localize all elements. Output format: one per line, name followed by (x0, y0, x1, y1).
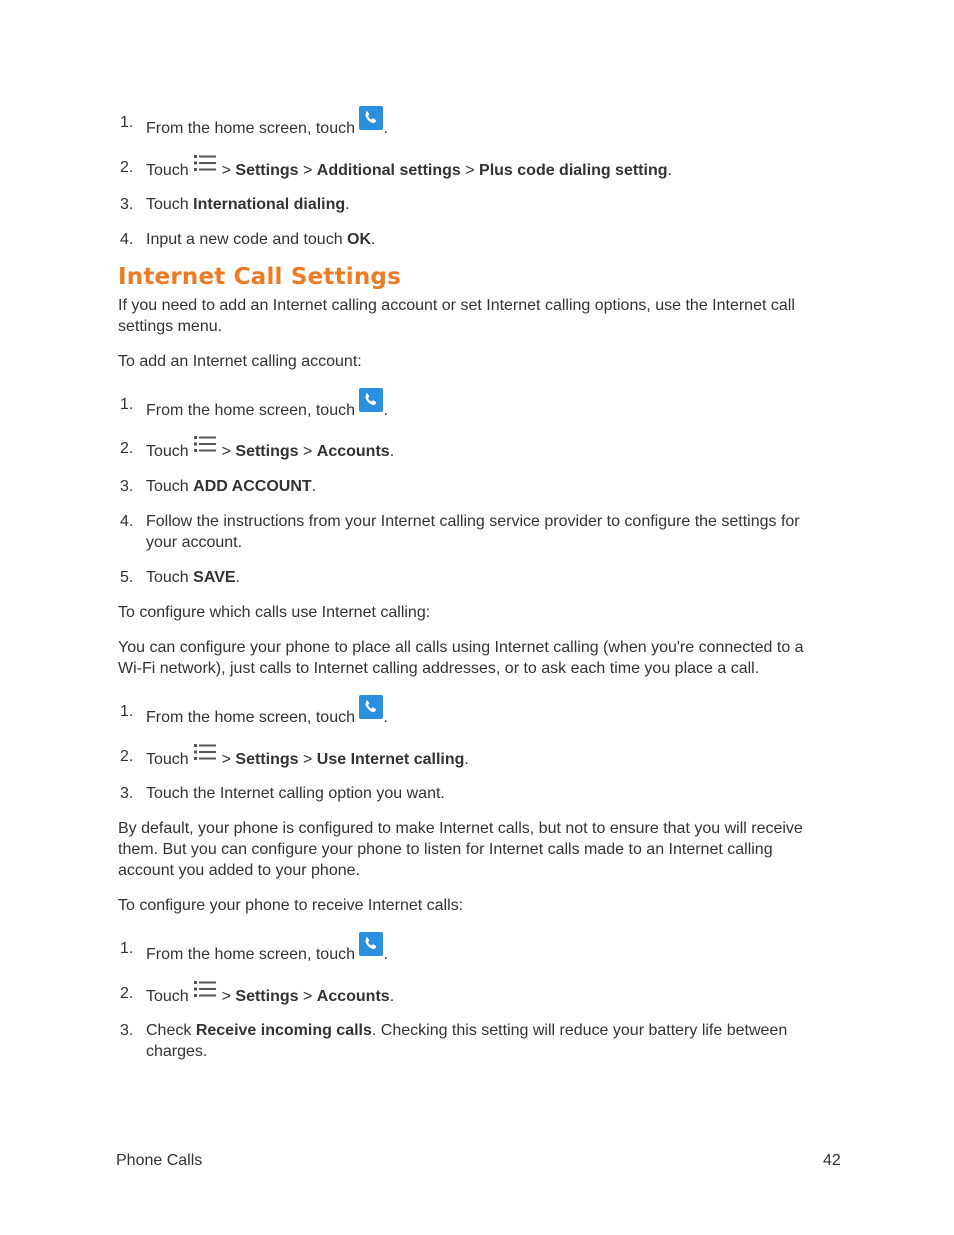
configure-label: To configure which calls use Internet calling: (118, 604, 431, 621)
list-item: 3. Check Receive incoming calls. Checking this setting will reduce your battery life between charges. (120, 1022, 788, 1060)
intro-paragraph: If you need to add an Internet calling account or set Internet calling options, use the Internet call settings menu. (118, 297, 795, 335)
list-item: 3. Touch the Internet calling option you want. (120, 785, 445, 802)
list-item: 1. From the home screen, touch . (118, 938, 828, 965)
list-item: 2. Touch > Settings > Accounts. (118, 438, 828, 462)
default-description: By default, your phone is configured to make Internet calls, but not to ensure that you will receive them. But you can configure your phone to listen for Internet calls made to an Internet calling account you added to your phone. (118, 820, 803, 879)
phone-app-icon (359, 932, 383, 956)
menu-icon (193, 742, 217, 762)
list-item: 4. Follow the instructions from your Internet calling service provider to configure the settings for your account. (120, 513, 800, 551)
list-item: 1. From the home screen, touch . (118, 701, 828, 728)
plus-code-steps (118, 112, 828, 250)
add-account-steps (118, 394, 828, 588)
phone-app-icon (359, 695, 383, 719)
configure-description: You can configure your phone to place all calls using Internet calling (when you're connected to a Wi-Fi network), just calls to Internet calling addresses, or to ask each time you place a call. (118, 639, 804, 677)
phone-app-icon (359, 388, 383, 412)
list-item: 3. Touch International dialing. (120, 196, 350, 213)
menu-icon (193, 979, 217, 999)
list-item: 1. From the home screen, touch . (118, 394, 828, 421)
footer-section-name: Phone Calls (116, 1152, 203, 1169)
list-item: 4. Input a new code and touch OK. (120, 231, 376, 248)
menu-icon (193, 153, 217, 173)
list-item: 2. Touch > Settings > Accounts. (118, 983, 828, 1007)
list-item: 3. Touch ADD ACCOUNT. (120, 478, 317, 495)
footer-page-number: 42 (823, 1152, 841, 1169)
menu-icon (193, 434, 217, 454)
receive-steps (118, 938, 828, 1062)
phone-app-icon (359, 106, 383, 130)
list-item: 5. Touch SAVE. (120, 569, 240, 586)
page-content (118, 112, 828, 1062)
configure-steps (118, 701, 828, 804)
add-account-label: To add an Internet calling account: (118, 353, 362, 370)
list-item: 2. Touch > Settings > Additional settings > Plus code dialing setting. (118, 157, 828, 181)
list-item: 1. From the home screen, touch . (118, 112, 828, 139)
section-heading: Internet Call Settings (118, 264, 401, 290)
list-item: 2. Touch > Settings > Use Internet calling. (118, 746, 828, 770)
receive-label: To configure your phone to receive Internet calls: (118, 897, 464, 914)
